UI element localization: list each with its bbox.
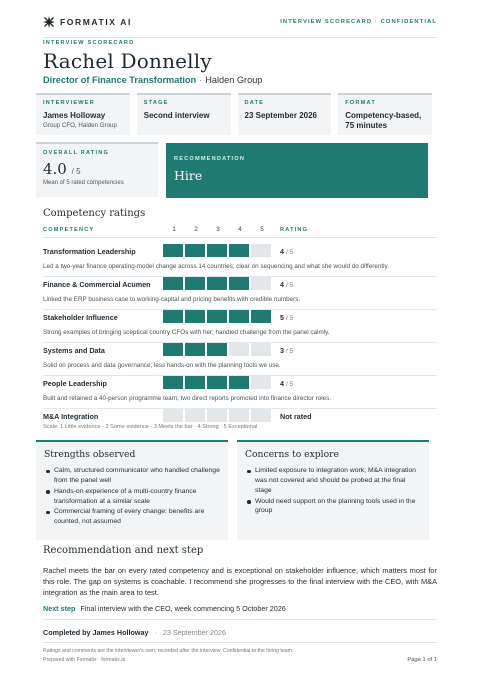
score-of: / 5 <box>286 381 294 388</box>
competency-description: Built and retained a 40-person programme team; two direct reports promoted into finance director roles. <box>43 395 332 402</box>
recommendation-card <box>166 143 428 198</box>
rating-segment <box>229 277 249 290</box>
strengths-title: Strengths observed <box>44 449 136 460</box>
list-item: Commercial framing of every change: benefits are counted, not assumed <box>44 507 220 527</box>
doc-eyebrow: INTERVIEW SCORECARD <box>43 40 135 46</box>
score-value: 4 <box>280 379 284 388</box>
score-value: 3 <box>280 346 284 355</box>
competency-row <box>43 375 437 409</box>
overall-score-value: 4.0 <box>43 160 67 178</box>
role-line <box>43 75 262 85</box>
rating-segment <box>251 376 271 389</box>
divider <box>43 642 437 643</box>
card-key: INTERVIEWER <box>43 100 95 106</box>
completed-date: 23 September 2026 <box>162 628 226 637</box>
competency-row <box>43 243 437 277</box>
rating-segment <box>251 244 271 257</box>
scale-number: 5 <box>260 227 264 233</box>
score-of: / 5 <box>286 249 294 256</box>
competency-score <box>280 313 293 322</box>
score-value: 4 <box>280 280 284 289</box>
rating-bar <box>163 244 271 257</box>
list-item: Limited exposure to integration work; M&A integration was not covered and should be probed at the final stage <box>245 466 421 496</box>
list-item: Calm, structured communicator who handled challenge from the panel well <box>44 466 220 486</box>
competency-description: Linked the ERP business case to working-capital and pricing benefits with credible numbers. <box>43 296 301 303</box>
competency-name: M&A Integration <box>43 412 99 421</box>
rating-segment <box>207 244 227 257</box>
rating-segment <box>229 244 249 257</box>
competency-section-title: Competency ratings <box>43 208 146 219</box>
rating-segment <box>251 310 271 323</box>
concerns-box <box>237 440 429 540</box>
rating-bar <box>163 409 271 422</box>
rating-segment <box>163 310 183 323</box>
rating-bar <box>163 310 271 323</box>
document-label: INTERVIEW SCORECARD · CONFIDENTIAL <box>280 19 437 25</box>
rating-segment <box>185 376 205 389</box>
next-step-value: Final interview with the CEO, week commencing 5 October 2026 <box>80 604 286 613</box>
competency-description: Solid on process and data governance; less hands-on with the planning tools we use. <box>43 362 281 369</box>
divider <box>43 619 437 620</box>
rating-bar <box>163 277 271 290</box>
competency-score <box>280 346 293 355</box>
recommendation-text: Rachel meets the bar on every rated competency and is exceptional on stakeholder influence, which matters most for this role. The gap on systems is coachable. I recommend she progresses to the final interview with the CEO, with M&A integration as the main area to test. <box>43 566 437 598</box>
rating-segment <box>251 343 271 356</box>
competency-name: Transformation Leadership <box>43 247 136 256</box>
competency-description: Strong examples of bringing sceptical country CFOs with her; handled challenge from the panel calmly. <box>43 329 330 336</box>
col-competency: COMPETENCY <box>43 227 95 233</box>
rating-bar <box>163 376 271 389</box>
rating-segment <box>251 409 271 422</box>
completed-by-label: Completed by James Holloway <box>43 628 149 637</box>
rating-segment <box>163 244 183 257</box>
rating-segment <box>207 277 227 290</box>
footer-prepared: Prepared with Formatix · formatix.ai <box>43 657 126 663</box>
score-of: / 5 <box>286 348 294 355</box>
overall-rating-key: OVERALL RATING <box>43 150 110 156</box>
not-rated-label: Not rated <box>280 412 312 421</box>
rating-segment <box>185 409 205 422</box>
rating-segment <box>251 277 271 290</box>
scale-number: 1 <box>172 227 176 233</box>
rating-bar <box>163 343 271 356</box>
competency-name: Finance & Commercial Acumen <box>43 280 151 289</box>
card-stage <box>137 93 231 135</box>
company-name: Halden Group <box>205 75 263 85</box>
list-item: Hands-on experience of a multi-country finance transformation at a similar scale <box>44 487 220 507</box>
competency-name: People Leadership <box>43 379 107 388</box>
competency-row <box>43 276 437 310</box>
competency-score <box>280 247 293 256</box>
overall-rating-sub: Mean of 5 rated competencies <box>43 180 124 186</box>
next-step <box>43 604 286 613</box>
rating-segment <box>207 409 227 422</box>
recommendation-key: RECOMMENDATION <box>174 156 246 162</box>
card-key: FORMAT <box>345 100 376 106</box>
completed-sep: · <box>154 628 157 637</box>
card-format <box>338 93 432 135</box>
card-value: James Holloway <box>43 111 106 120</box>
strengths-box <box>36 440 228 540</box>
card-sub: Group CFO, Halden Group <box>43 122 117 129</box>
competency-description: Led a two-year finance operating-model change across 14 countries; clear on sequencing and what she would do differently. <box>43 263 389 270</box>
candidate-name: Rachel Donnelly <box>43 49 212 73</box>
page-number: Page 1 of 1 <box>407 657 437 663</box>
role-separator: · <box>199 75 203 85</box>
competency-name: Systems and Data <box>43 346 105 355</box>
next-step-section-title: Recommendation and next step <box>43 545 204 556</box>
overall-score-of: / 5 <box>71 167 81 176</box>
rating-segment <box>163 409 183 422</box>
rating-segment <box>185 310 205 323</box>
rating-segment <box>229 409 249 422</box>
strengths-list <box>44 466 220 527</box>
competency-score <box>280 280 293 289</box>
completed-by <box>43 628 226 637</box>
top-bar <box>43 14 437 38</box>
logo-text: FORMATIX AI <box>60 17 132 27</box>
rating-segment <box>163 277 183 290</box>
rating-segment <box>229 310 249 323</box>
info-cards <box>36 93 432 135</box>
rating-segment <box>229 343 249 356</box>
scale-number: 2 <box>194 227 198 233</box>
rating-segment <box>185 244 205 257</box>
rating-segment <box>185 277 205 290</box>
next-step-label: Next step <box>43 604 76 613</box>
role-title: Director of Finance Transformation <box>43 75 197 85</box>
card-interviewer <box>36 93 130 135</box>
card-date <box>238 93 332 135</box>
competency-name: Stakeholder Influence <box>43 313 118 322</box>
card-value: Competency-based, 75 minutes <box>345 111 422 130</box>
rating-segment <box>185 343 205 356</box>
concerns-list <box>245 466 421 516</box>
scale-number: 4 <box>238 227 242 233</box>
overall-rating-score <box>43 160 151 178</box>
logo-star-icon <box>43 16 55 28</box>
scale-legend: Scale: 1 Little evidence · 2 Some evidence · 3 Meets the bar · 4 Strong · 5 Exceptional <box>43 424 258 430</box>
competency-row <box>43 309 437 343</box>
rating-segment <box>207 310 227 323</box>
competency-score <box>280 379 293 388</box>
list-item: Would need support on the planning tools used in the group <box>245 497 421 517</box>
score-of: / 5 <box>286 315 294 322</box>
score-value: 4 <box>280 247 284 256</box>
card-value: 23 September 2026 <box>244 111 317 120</box>
score-value: 5 <box>280 313 284 322</box>
competency-table-header <box>43 226 437 238</box>
rating-segment <box>163 376 183 389</box>
col-rating: RATING <box>280 227 309 233</box>
competency-row <box>43 342 437 376</box>
rating-segment <box>207 343 227 356</box>
rating-segment <box>207 376 227 389</box>
recommendation-value: Hire <box>174 168 203 183</box>
rating-segment <box>229 376 249 389</box>
footer-note: Ratings and comments are the interviewer's own, recorded after the interview. Confidential to the hiring team. <box>43 648 294 654</box>
concerns-title: Concerns to explore <box>245 449 339 460</box>
score-of: / 5 <box>286 282 294 289</box>
rating-segment <box>163 343 183 356</box>
card-key: DATE <box>244 100 265 106</box>
logo[interactable] <box>43 16 132 28</box>
card-value: Second interview <box>143 111 210 120</box>
card-key: STAGE <box>143 100 169 106</box>
overall-rating-card <box>36 142 158 197</box>
scale-number: 3 <box>216 227 220 233</box>
